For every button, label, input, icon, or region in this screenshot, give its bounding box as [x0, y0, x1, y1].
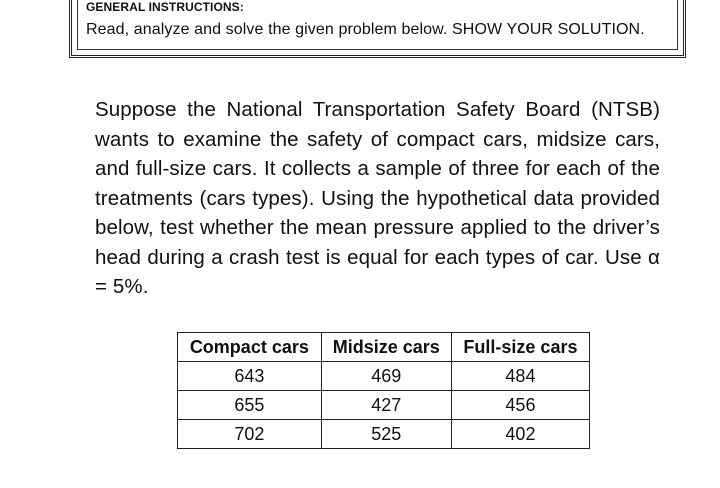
table-cell: 702 — [178, 420, 322, 449]
table-cell: 427 — [321, 391, 451, 420]
header-full-size-cars: Full-size cars — [451, 333, 589, 362]
table-cell: 469 — [321, 362, 451, 391]
problem-statement: Suppose the National Transportation Safety Board (NTSB) wants to examine the safety of compact cars, midsize cars, and full-size cars. It collects a sample of three for each of the treatments (cars types). Using the hypothetical data provided below, test whether the mean pressure applied to the driver’s head during a crash test is equal for each types of car. Use α = 5%. — [95, 98, 660, 298]
header-midsize-cars: Midsize cars — [321, 333, 451, 362]
instructions-heading: GENERAL INSTRUCTIONS: — [86, 0, 244, 14]
table-cell: 525 — [321, 420, 451, 449]
instructions-box — [69, 0, 686, 58]
table-cell: 402 — [451, 420, 589, 449]
data-table — [177, 332, 590, 449]
table-cell: 484 — [451, 362, 589, 391]
table-cell: 655 — [178, 391, 322, 420]
table-header-row — [178, 333, 590, 362]
table-row — [178, 391, 590, 420]
table-row — [178, 362, 590, 391]
table-cell: 643 — [178, 362, 322, 391]
instructions-text: Read, analyze and solve the given problem below. SHOW YOUR SOLUTION. — [86, 21, 645, 38]
header-compact-cars: Compact cars — [178, 333, 322, 362]
table-row — [178, 420, 590, 449]
table-cell: 456 — [451, 391, 589, 420]
